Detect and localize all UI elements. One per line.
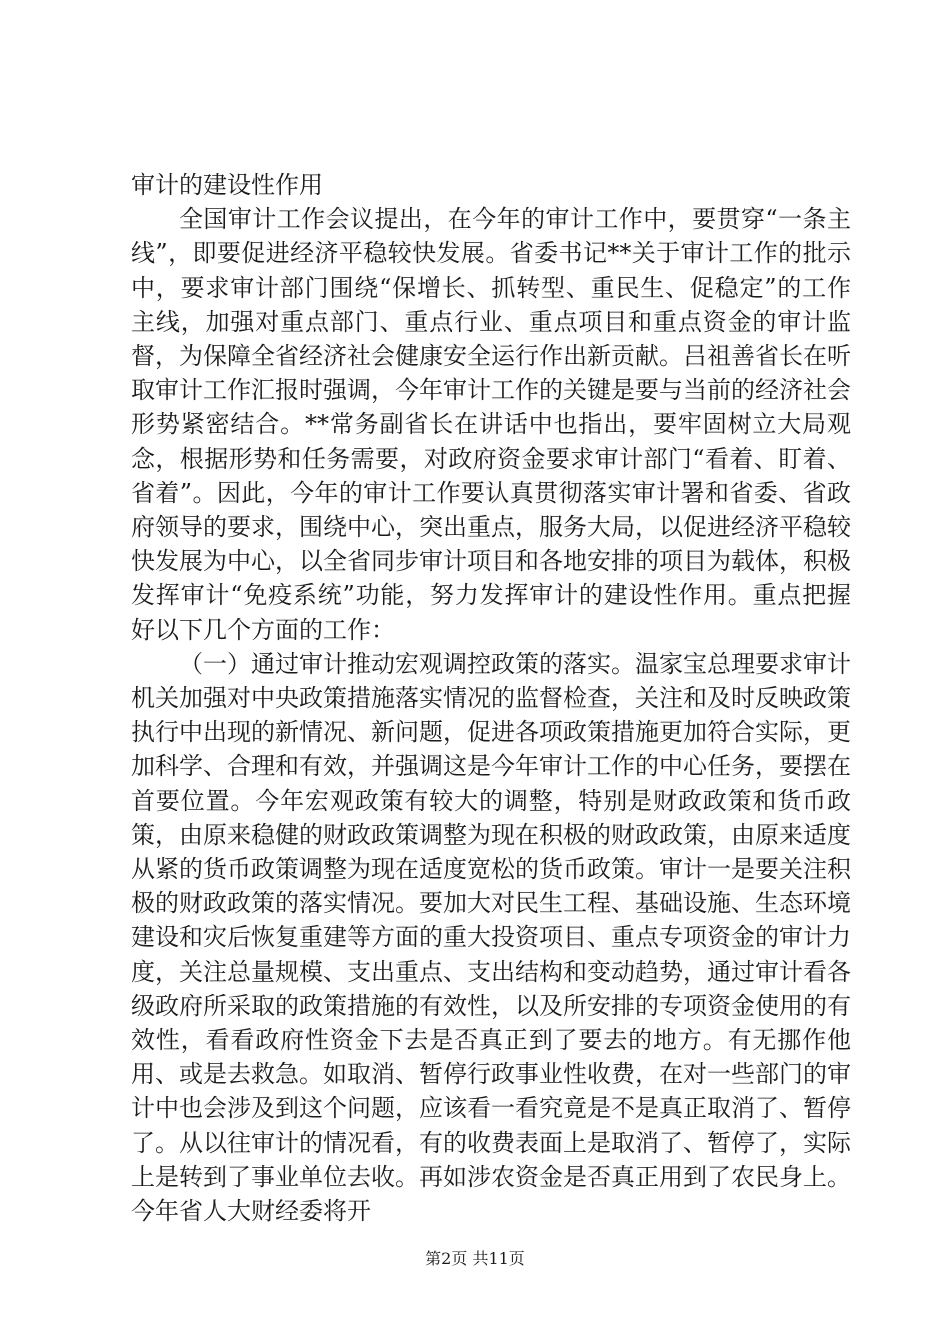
body-paragraph-intro: 全国审计工作会议提出，在今年的审计工作中，要贯穿“一条主线”，即要促进经济平稳较快发展。省委书记**关于审计工作的批示中，要求审计部门围绕“保增长、抓转型、重民生、促稳定”的工作主线，加强对重点部门、重点行业、重点项目和重点资金的审计监督，为保障全省经济社会健康安全运行作出新贡献。吕祖善省长在听取审计工作汇报时强调，今年审计工作的关键是要与当前的经济社会形势紧密结合。**常务副省长在讲话中也指出，要牢固树立大局观念，根据形势和任务需要，对政府资金要求审计部门“看着、盯着、省着”。因此，今年的审计工作要认真贯彻落实审计署和省委、省政府领导的要求，围绕中心，突出重点，服务大局，以促进经济平稳较快发展为中心，以全省同步审计项目和各地安排的项目为载体，积极发挥审计“免疫系统”功能，努力发挥审计的建设性作用。重点把握好以下几个方面的工作： — [131, 205, 851, 644]
section-heading-continuation: 审计的建设性作用 — [131, 171, 323, 199]
page-footer — [0, 1246, 950, 1269]
page-number: 第2页 共11页 — [425, 1249, 525, 1268]
body-paragraph-section-1: （一）通过审计推动宏观调控政策的落实。温家宝总理要求审计机关加强对中央政策措施落实情况的监督检查，关注和及时反映政策执行中出现的新情况、新问题，促进各项政策措施更加符合实际，更加科学、合理和有效，并强调这是今年审计工作的中心任务，要摆在首要位置。今年宏观政策有较大的调整，特别是财政政策和货币政策，由原来稳健的财政政策调整为现在积极的财政政策，由原来适度从紧的货币政策调整为现在适度宽松的货币政策。审计一是要关注积极的财政政策的落实情况。要加大对民生工程、基础设施、生态环境建设和灾后恢复重建等方面的重大投资项目、重点专项资金的审计力度，关注总量规模、支出重点、支出结构和变动趋势，通过审计看各级政府所采取的政策措施的有效性，以及所安排的专项资金使用的有效性，看看政府性资金下去是否真正到了要去的地方。有无挪作他用、或是去救急。如取消、暂停行政事业性收费，在对一些部门的审计中也会涉及到这个问题，应该看一看究竟是不是真正取消了、暂停了。从以往审计的情况看，有的收费表面上是取消了、暂停了，实际上是转到了事业单位去收。再如涉农资金是否真正用到了农民身上。今年省人大财经委将开 — [131, 649, 851, 1226]
document-body — [131, 168, 851, 1228]
